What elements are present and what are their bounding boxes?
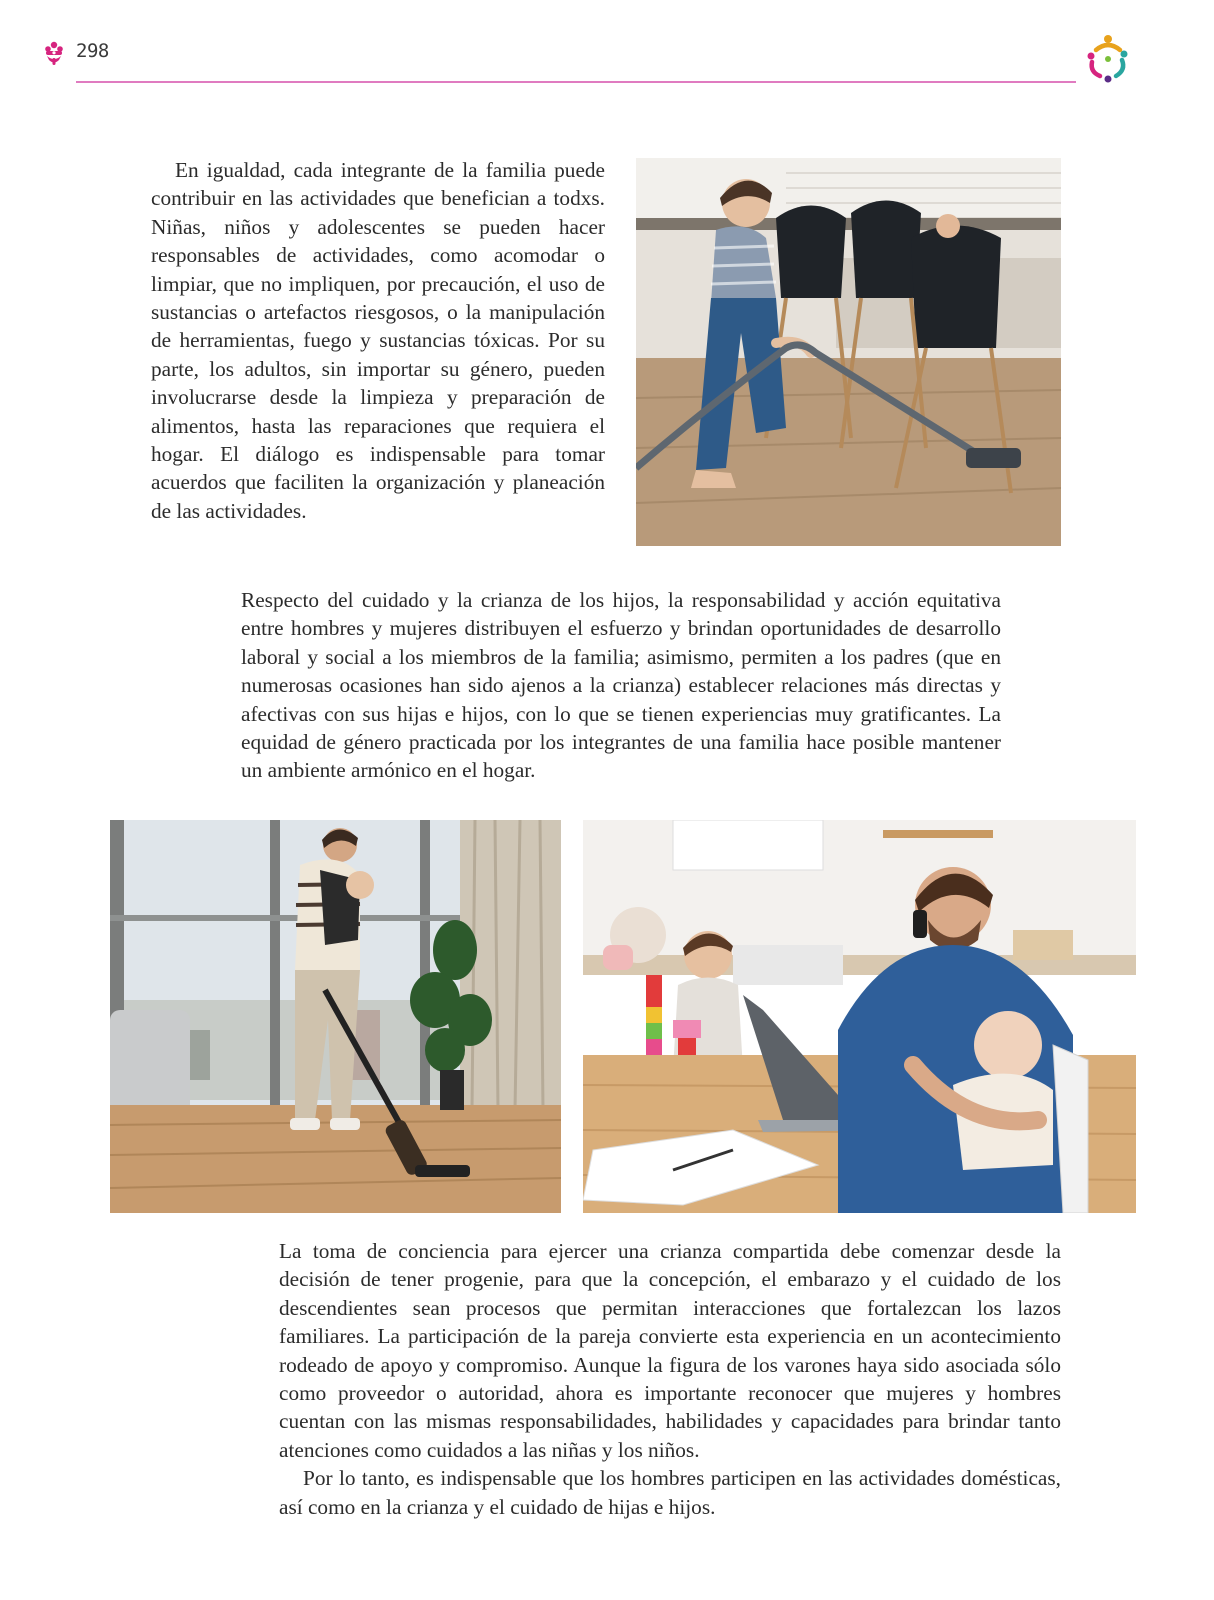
father-on-phone-with-children-photo <box>583 820 1136 1213</box>
father-with-baby-vacuuming-photo <box>110 820 561 1213</box>
paragraph-text: Respecto del cuidado y la crianza de los hijos, la responsabilidad y acción equitativa entre hombres y mujeres distribuyen el esfuerzo y brindan oportunidades de desarrollo laboral y social a los miembros de la familia; asimismo, permiten a los padres (que en numerosas ocasiones han sido ajenos a la crianza) establecer relaciones más directas y afectivas con sus hijas e hijos, con lo que se tienen experiencias muy gratificantes. La equidad de género practicada por los integrantes de una familia hace posible mantener un ambiente armónico en el hogar. <box>241 588 1001 783</box>
flower-emblem-icon <box>42 40 66 66</box>
colorful-figures-logo-icon <box>1082 32 1134 84</box>
page-number: 298 <box>76 40 109 62</box>
paragraph-text-conclusion: Por lo tanto, es indispensable que los hombres participen en las actividades domésticas, así como en la crianza y el cuidado de hijas e hijos. <box>279 1466 1061 1519</box>
paragraph-shared-upbringing <box>279 1237 1061 1521</box>
boy-vacuuming-kitchen-photo <box>636 158 1061 546</box>
paragraph-shared-parenting <box>241 586 1001 785</box>
paragraph-text: La toma de conciencia para ejercer una crianza compartida debe comenzar desde la decisión de tener progenie, para que la concepción, el embarazo y el cuidado de los descendientes sean procesos que permitan interacciones que fortalezcan los lazos familiares. La participación de la pareja convierte esta experiencia en un acontecimiento rodeado de apoyo y compromiso. Aunque la figura de los varones haya sido asociada sólo como proveedor o autoridad, ahora es importante reconocer que mujeres y hombres cuentan con las mismas responsabilidades, habilidades y capacidades para brindar tanto atenciones como cuidados a las niñas y los niños. <box>279 1239 1061 1462</box>
paragraph-text: En igualdad, cada integrante de la familia puede contribuir en las actividades que benefician a todxs. Niñas, niños y adolescentes se pueden hacer responsables de actividades, como acomodar o limpiar, que no impliquen, por precaución, el uso de sustancias o artefactos riesgosos, o la manipulación de herramientas, fuego y sustancias tóxicas. Por su parte, los adultos, sin importar su género, pueden involucrarse desde la limpieza y preparación de alimentos, hasta las reparaciones que requiera el hogar. El diálogo es indispensable para tomar acuerdos que faciliten la organización y planeación de las actividades. <box>151 158 605 523</box>
paragraph-family-equality <box>151 156 605 525</box>
header-rule <box>76 81 1076 83</box>
